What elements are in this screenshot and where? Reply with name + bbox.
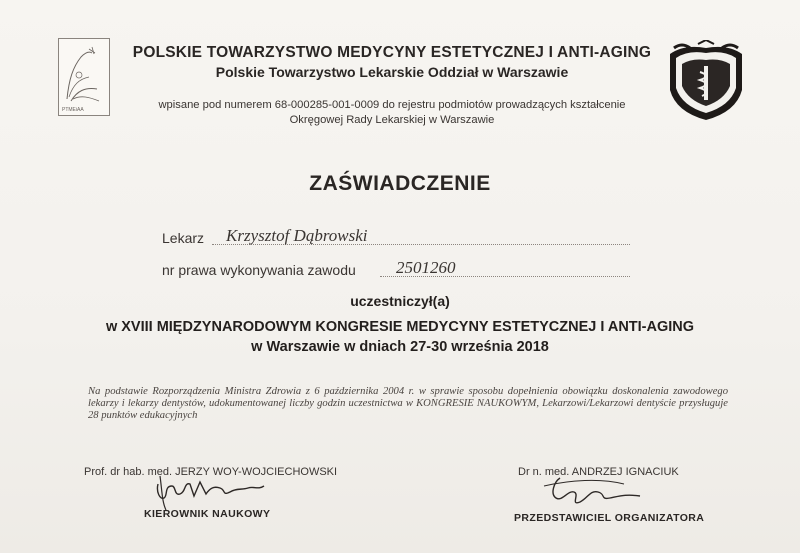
registry-line-1: wpisane pod numerem 68-000285-001-0009 do rejestru podmiotów prowadzących kształcenie xyxy=(158,99,626,111)
logo-caption: PTMEiAA xyxy=(62,107,84,113)
left-signatory-role: KIEROWNIK NAUKOWY xyxy=(144,508,271,520)
license-label: nr prawa wykonywania zawodu xyxy=(162,262,356,278)
license-row xyxy=(162,258,456,278)
right-signatory-name: Dr n. med. ANDRZEJ IGNACIUK xyxy=(518,466,679,478)
congress-line: w XVIII MIĘDZYNARODOWYM KONGRESIE MEDYCYNY ESTETYCZNEJ I ANTI-AGING xyxy=(105,319,695,335)
right-signatory-role: PRZEDSTAWICIEL ORGANIZATORA xyxy=(514,512,705,524)
registry-line-2: Okręgowej Rady Lekarskiej w Warszawie xyxy=(289,114,495,126)
medical-chamber-seal-icon xyxy=(664,40,748,124)
participated-text: uczestniczył(a) xyxy=(350,293,450,309)
org-name: POLSKIE TOWARZYSTWO MEDYCYNY ESTETYCZNEJ I ANTI-AGING xyxy=(132,44,652,61)
left-signatory-name: Prof. dr hab. med. JERZY WOY-WOJCIECHOWSKI xyxy=(84,466,338,478)
doctor-label: Lekarz xyxy=(162,230,205,246)
left-signature-icon xyxy=(150,472,270,512)
certificate-title: ZAŚWIADCZENIE xyxy=(309,172,491,195)
org-branch: Polskie Towarzystwo Lekarskie Oddział w Warszawie xyxy=(215,64,569,80)
license-number: 2501260 xyxy=(396,258,456,277)
doctor-row xyxy=(162,226,368,246)
doctor-name: Krzysztof Dąbrowski xyxy=(226,226,368,245)
right-signature-icon xyxy=(540,472,650,512)
date-line: w Warszawie w dniach 27-30 września 2018 xyxy=(251,339,549,355)
legal-note: Na podstawie Rozporządzenia Ministra Zdrowia z 6 października 2004 r. w sprawie sposobu dopełnienia obowiązku doskonalenia zawodowego lekarzy i lekarzy dentystów, udokumentowanej liczby godzin uczestnictwa w KONGRESIE NAUKOWYM, Lekarzowi/Lekarzowi dentyście przysługuje 28 punktów edukacyjnych xyxy=(88,386,728,421)
